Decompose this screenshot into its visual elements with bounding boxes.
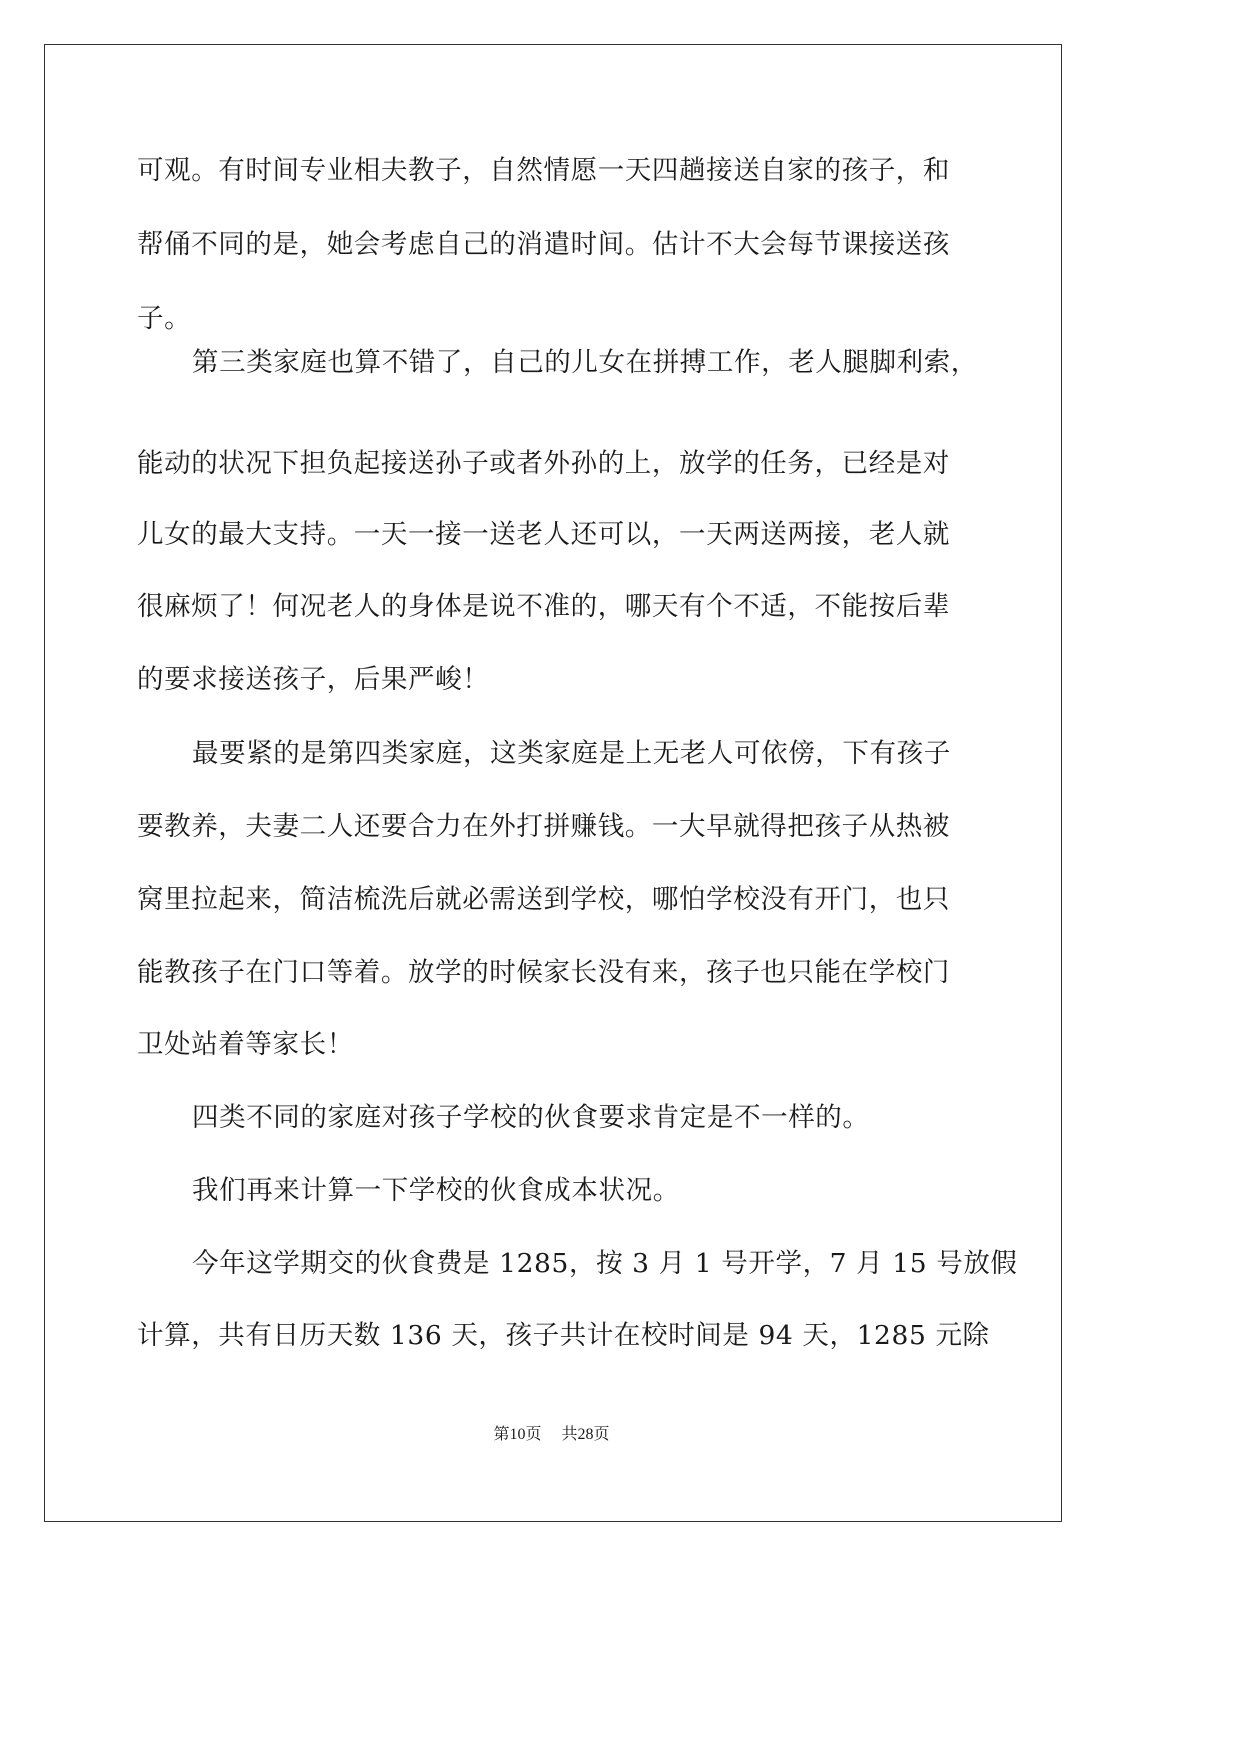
paragraph-line: 可观。有时间专业相夫教子，自然情愿一天四趟接送自家的孩子，和 (137, 155, 950, 186)
paragraph-line: 儿女的最大支持。一天一接一送老人还可以，一天两送两接，老人就 (137, 519, 950, 550)
page-footer (0, 1424, 1103, 1446)
paragraph-line: 的要求接送孩子，后果严峻！ (137, 664, 490, 695)
paragraph-line: 四类不同的家庭对孩子学校的伙食要求肯定是不一样的。 (192, 1102, 870, 1133)
paragraph-line: 要教养，夫妻二人还要合力在外打拼赚钱。一大早就得把孩子从热被 (137, 811, 950, 842)
paragraph-line: 第三类家庭也算不错了，自己的儿女在拼搏工作，老人腿脚利索， (192, 347, 978, 378)
paragraph-line: 能动的状况下担负起接送孙子或者外孙的上，放学的任务，已经是对 (137, 448, 950, 479)
page-number-current: 第10页 (493, 1426, 542, 1443)
paragraph-line: 计算，共有日历天数 136 天，孩子共计在校时间是 94 天，1285 元除 (137, 1320, 990, 1351)
paragraph-line: 子。 (137, 303, 192, 334)
paragraph-line: 帮俑不同的是，她会考虑自己的消遣时间。估计不大会每节课接送孩 (137, 229, 950, 260)
paragraph-line: 很麻烦了！何况老人的身体是说不准的，哪天有个不适，不能按后辈 (137, 591, 950, 622)
paragraph-line: 最要紧的是第四类家庭，这类家庭是上无老人可依傍，下有孩子 (192, 738, 951, 769)
paragraph-line: 今年这学期交的伙食费是 1285，按 3 月 1 号开学，7 月 15 号放假 (192, 1248, 1018, 1279)
paragraph-line: 卫处站着等家长！ (137, 1029, 354, 1060)
paragraph-line: 我们再来计算一下学校的伙食成本状况。 (192, 1175, 680, 1206)
paragraph-line: 能教孩子在门口等着。放学的时候家长没有来，孩子也只能在学校门 (137, 957, 950, 988)
paragraph-line: 窝里拉起来，简洁梳洗后就必需送到学校，哪怕学校没有开门，也只 (137, 884, 950, 915)
page-border (44, 44, 1062, 1522)
page-number-total: 共28页 (561, 1426, 610, 1443)
